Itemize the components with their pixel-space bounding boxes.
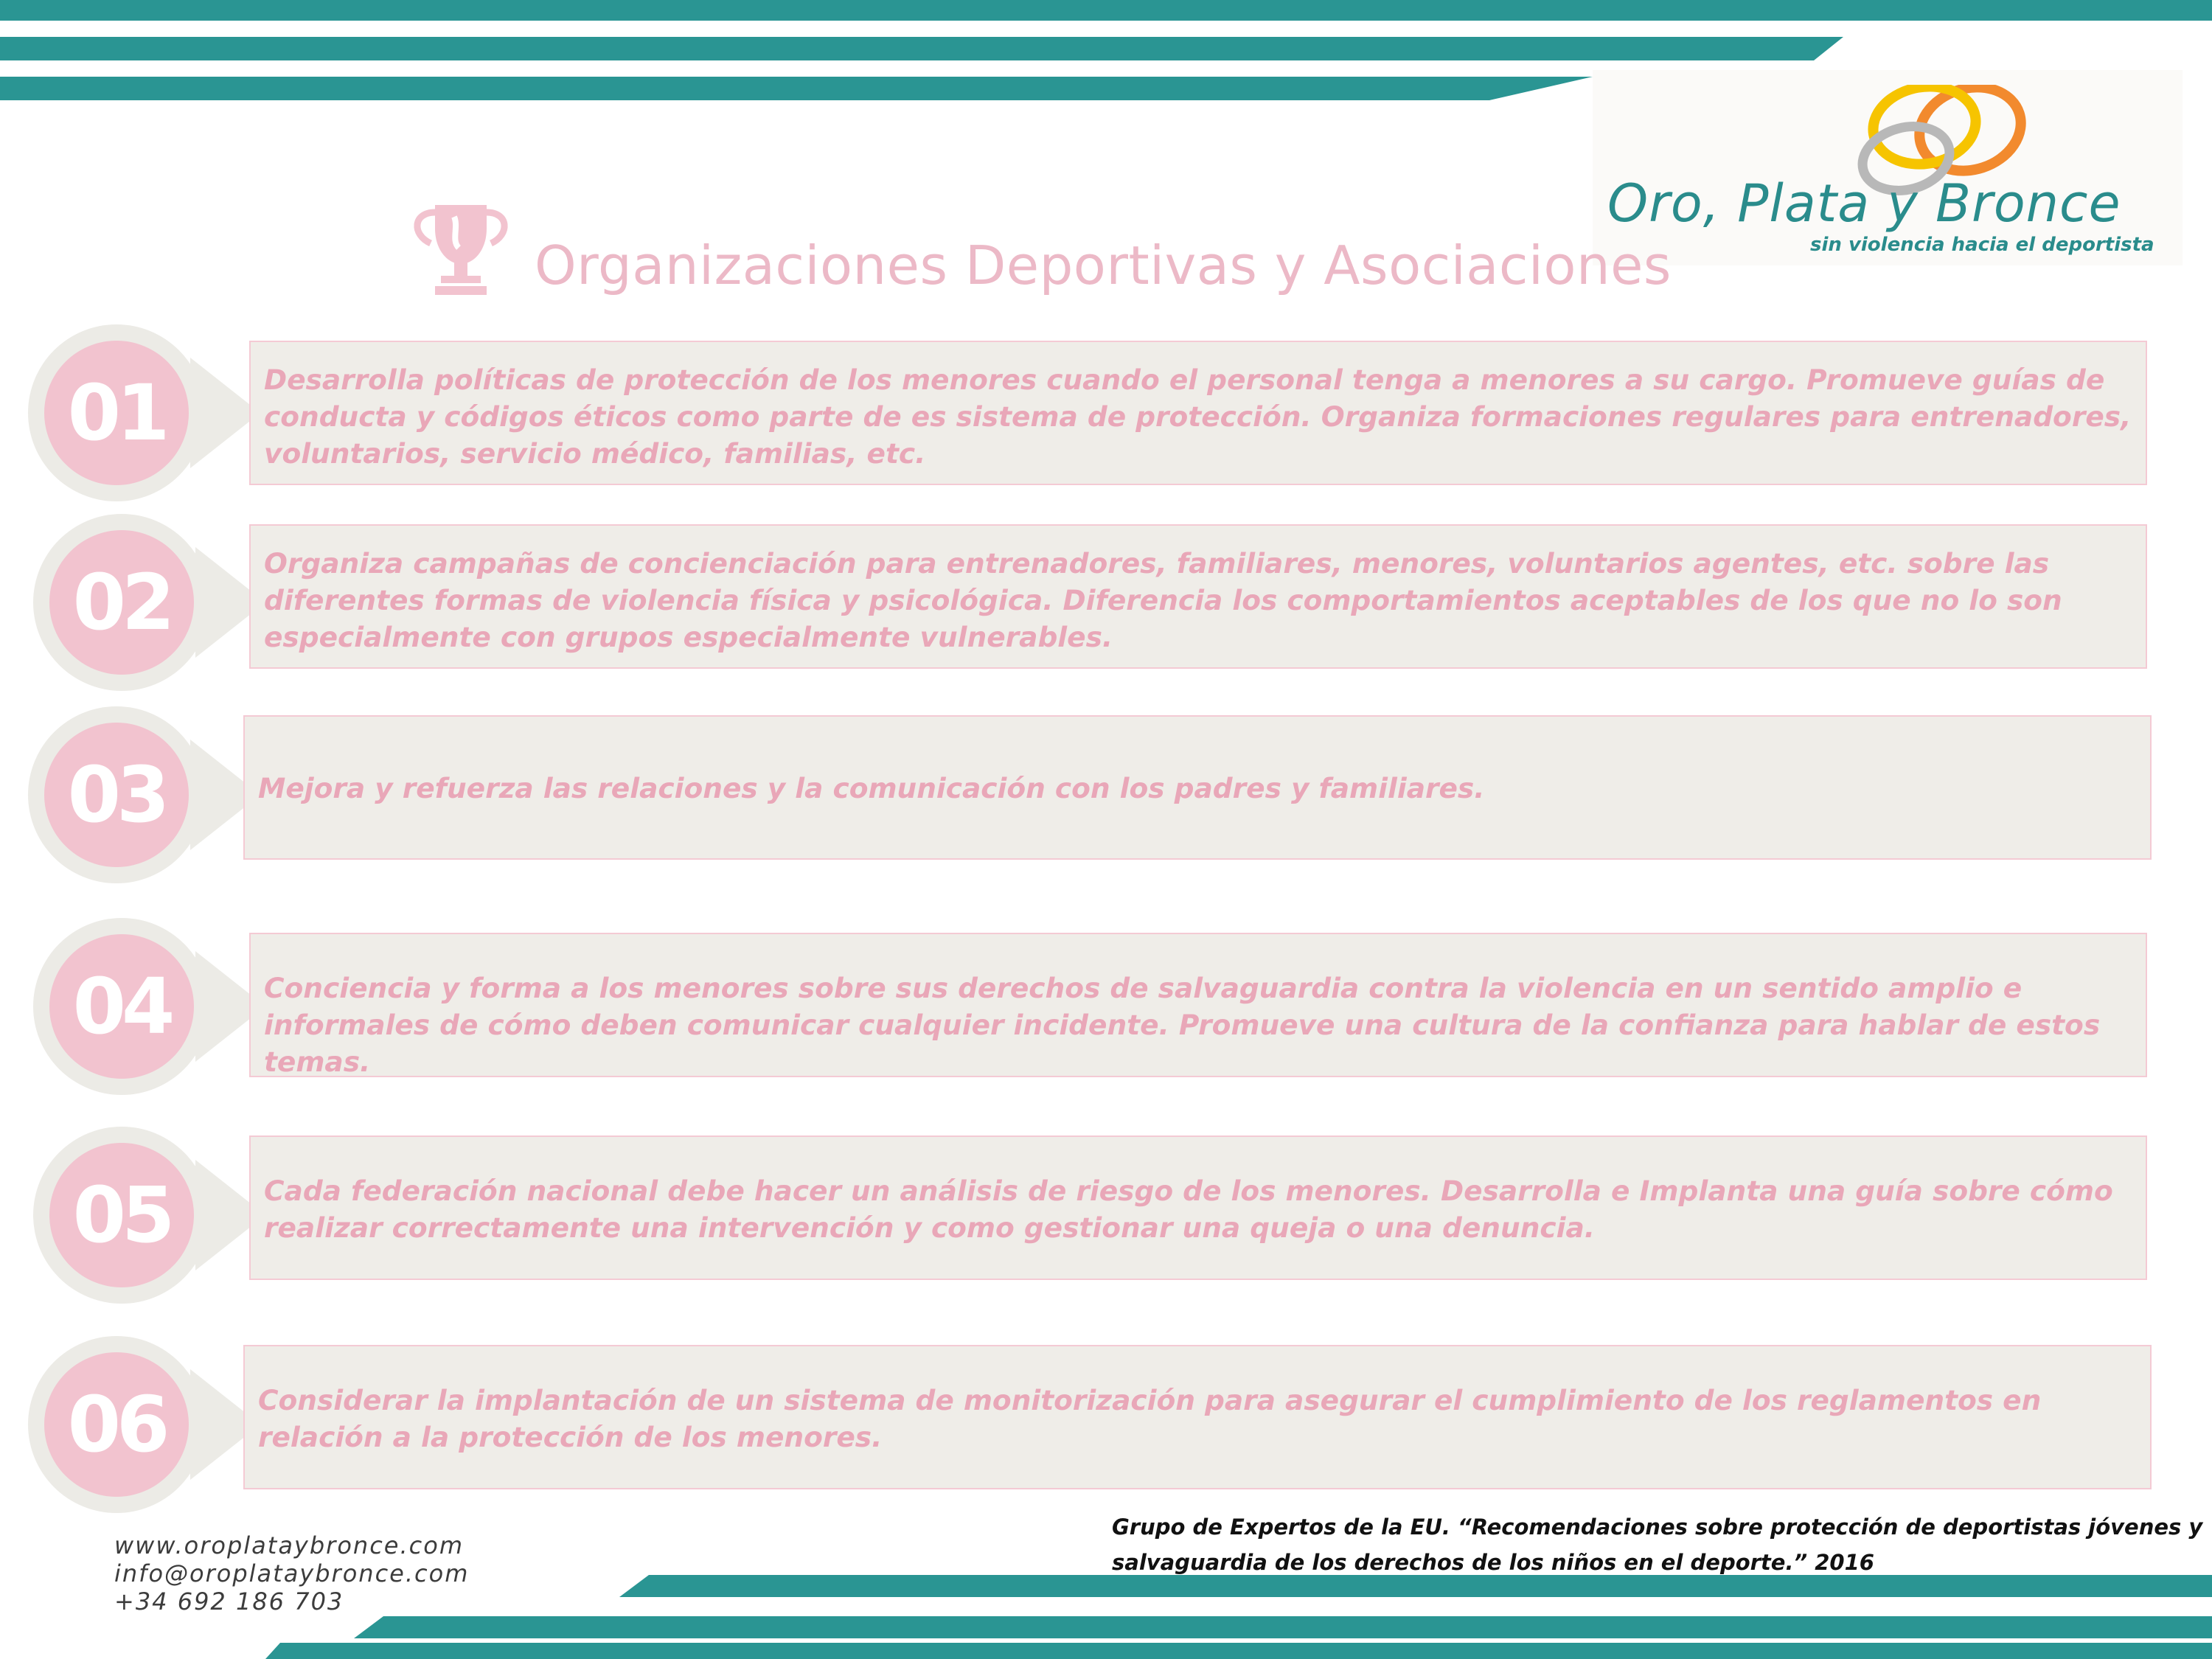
bottom-decorative-stripes xyxy=(0,1556,2212,1659)
list-item xyxy=(0,1127,2212,1304)
list-item xyxy=(0,706,2212,883)
item-text-box xyxy=(249,1135,2147,1280)
item-text-box xyxy=(243,1345,2152,1489)
item-text: Desarrolla políticas de protección de los menores cuando el personal tenga a menores a su cargo. Promueve guías de conducta y códigos éticos como parte de es sistema de protección. Organiza formaciones regulares para entrenadores, voluntarios, servicio médico, familias, etc. xyxy=(264,364,2132,470)
item-number: 04 xyxy=(49,934,194,1079)
email-link[interactable]: info@oroplataybronce.com xyxy=(114,1559,470,1587)
item-number: 01 xyxy=(44,341,189,485)
item-text: Considerar la implantación de un sistema de monitorización para asegurar el cumplimiento de los reglamentos en relación a la protección de los menores. xyxy=(258,1384,2042,1453)
page-title: Organizaciones Deportivas y Asociaciones xyxy=(535,234,1672,296)
item-text-box xyxy=(249,341,2147,485)
list-item xyxy=(0,514,2212,691)
list-item xyxy=(0,324,2212,501)
logo-subtitle: sin violencia hacia el deportista xyxy=(1810,234,2154,256)
phone-number: +34 692 186 703 xyxy=(114,1587,344,1615)
item-text: Organiza campañas de concienciación para entrenadores, familiares, menores, voluntarios agentes, etc. sobre las diferentes formas de violencia física y psicológica. Diferencia los comportamientos aceptables de los que no lo son especialmente con grupos especialmente vulnerables. xyxy=(264,547,2062,653)
item-text-box xyxy=(249,933,2147,1077)
item-text-box xyxy=(243,715,2152,860)
item-text: Cada federación nacional debe hacer un análisis de riesgo de los menores. Desarrolla e Implanta una guía sobre cómo realizar correctamente una intervención y como gestionar una queja o una denuncia. xyxy=(264,1175,2113,1244)
list-item xyxy=(0,918,2212,1095)
item-number: 05 xyxy=(49,1143,194,1287)
logo-title: Oro, Plata y Bronce xyxy=(1607,173,2121,234)
item-number: 03 xyxy=(44,723,189,867)
item-text: Conciencia y forma a los menores sobre sus derechos de salvaguardia contra la violencia en un sentido amplio e informales de cómo deben comunicar cualquier incidente. Promueve una cultura de la confianza para hablar de estos temas. xyxy=(264,972,2101,1078)
brand-logo xyxy=(1593,70,2183,265)
item-number: 02 xyxy=(49,530,194,675)
citation-line: Grupo de Expertos de la EU. “Recomendaciones sobre protección de deportistas jóvenes y xyxy=(1112,1514,2203,1540)
item-text: Mejora y refuerza las relaciones y la comunicación con los padres y familiares. xyxy=(258,772,1485,804)
trophy-icon xyxy=(406,199,516,299)
citation-line: salvaguardia de los derechos de los niños en el deporte.” 2016 xyxy=(1112,1550,1874,1575)
website-link[interactable]: www.oroplataybronce.com xyxy=(114,1531,464,1559)
item-text-box xyxy=(249,524,2147,669)
list-item xyxy=(0,1336,2212,1513)
item-number: 06 xyxy=(44,1352,189,1497)
